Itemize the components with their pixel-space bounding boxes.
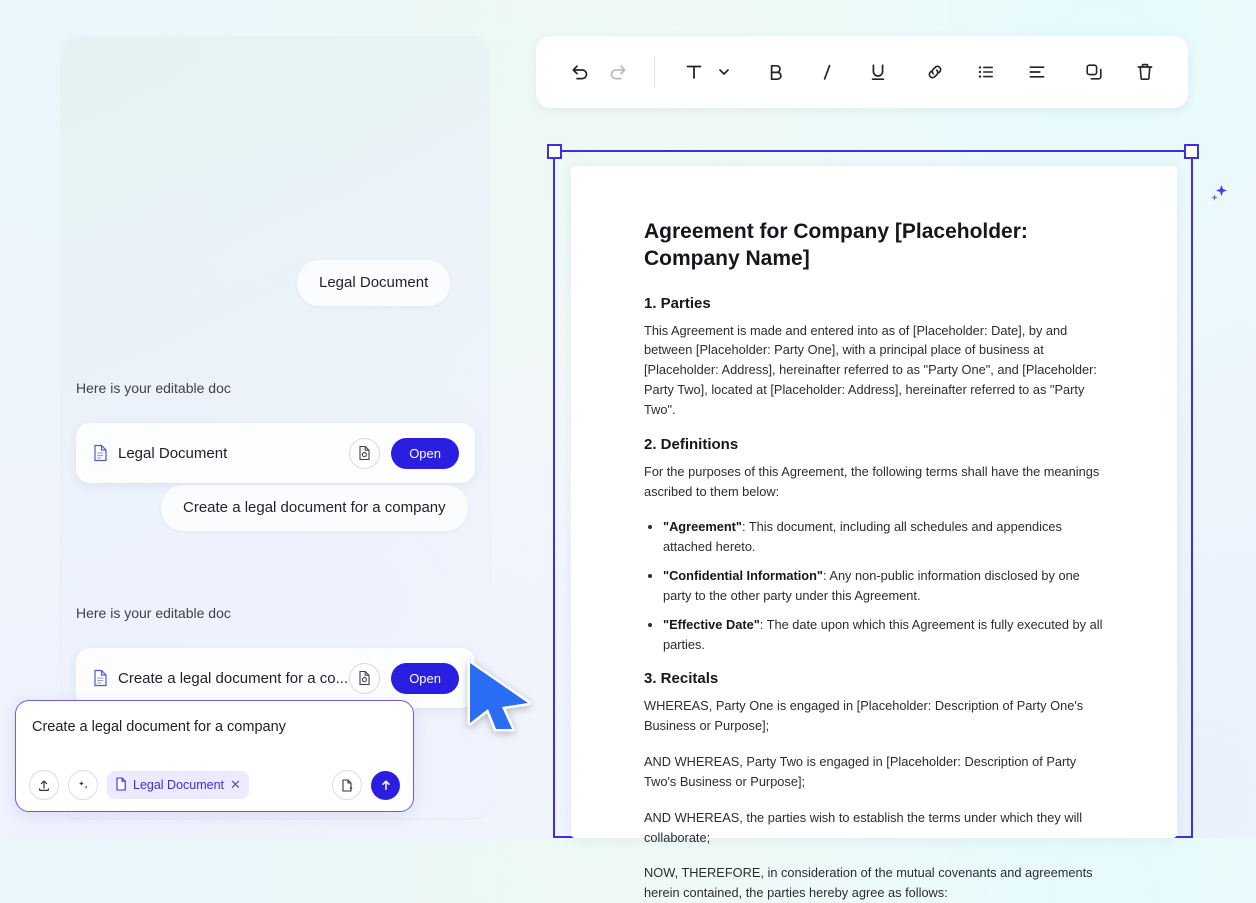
section-paragraph: WHEREAS, Party One is engaged in [Placeholder: Description of Party One's Business or Purpose];	[644, 698, 1084, 734]
list-item	[663, 566, 1105, 606]
definition-text: : Any non-public information disclosed by one party to the other party under this Agreement.	[663, 568, 1080, 603]
open-document-button[interactable]: Open	[391, 438, 459, 469]
chat-assistant-message: Here is your editable doc	[76, 605, 231, 621]
document-icon	[115, 777, 127, 794]
document-icon	[92, 669, 108, 687]
section-heading: 2. Definitions	[644, 435, 739, 453]
list-item	[663, 517, 1105, 557]
document-card[interactable]	[76, 423, 475, 483]
definition-term: "Agreement"	[663, 519, 742, 535]
section-paragraph: This Agreement is made and entered into as of [Placeholder: Date], by and between [Placeholder: Party One], with a principal place of business at [Placeholder: Address], hereinafter referred to as "Party One", and [Placeholder: Party Two], located at [Placeholder: Address], hereinafter referred to as "Party Two".	[644, 322, 1097, 417]
document-title: Agreement for Company [Placeholder: Company Name]	[644, 220, 1028, 271]
text-style-button[interactable]	[673, 53, 737, 91]
resize-handle-top-left[interactable]	[547, 144, 562, 159]
document-section	[644, 295, 1105, 420]
definition-text: : The date upon which this Agreement is fully executed by all parties.	[663, 616, 1103, 652]
link-button[interactable]	[918, 53, 952, 91]
copy-button[interactable]	[1077, 53, 1111, 91]
editor-toolbar	[536, 36, 1188, 108]
align-button[interactable]	[1020, 53, 1054, 91]
toolbar-divider	[654, 56, 655, 88]
document-icon	[92, 444, 108, 462]
text-format-icon	[675, 53, 713, 91]
chat-input[interactable]	[30, 718, 399, 736]
document-content[interactable]	[571, 166, 1177, 903]
list-item	[663, 615, 1105, 655]
definition-term: "Effective Date"	[663, 616, 760, 632]
chat-composer[interactable]	[15, 700, 414, 812]
chat-user-message: Legal Document	[297, 260, 450, 306]
section-paragraph: AND WHEREAS, Party Two is engaged in [Placeholder: Description of Party Two's Business or Purpose];	[644, 754, 1077, 789]
chevron-down-icon[interactable]	[713, 53, 735, 91]
delete-button[interactable]	[1128, 53, 1162, 91]
open-document-button[interactable]: Open	[391, 663, 459, 694]
chat-assistant-message: Here is your editable doc	[76, 380, 231, 396]
document-card-title: Create a legal document for a co...	[118, 669, 349, 687]
chip-label: Legal Document	[133, 778, 225, 792]
document-preview-icon[interactable]	[349, 663, 380, 694]
undo-button[interactable]	[562, 53, 596, 91]
section-heading: 1. Parties	[644, 294, 711, 312]
bold-button[interactable]	[759, 53, 793, 91]
canvas-toggle-icon[interactable]	[332, 770, 362, 800]
definition-term: "Confidential Information"	[663, 568, 823, 584]
document-section	[644, 670, 1105, 903]
resize-handle-top-right[interactable]	[1184, 144, 1199, 159]
document-preview-icon[interactable]	[349, 438, 380, 469]
upload-icon[interactable]	[29, 770, 59, 800]
ai-sparkle-icon[interactable]	[1205, 180, 1235, 210]
section-heading: 3. Recitals	[644, 670, 719, 688]
section-paragraph: For the purposes of this Agreement, the following terms shall have the meanings ascribed to them below:	[644, 463, 1100, 499]
composer-toolbar	[29, 770, 400, 800]
document-card[interactable]	[76, 648, 475, 708]
italic-button[interactable]	[810, 53, 844, 91]
bullet-list-button[interactable]	[969, 53, 1003, 91]
attached-document-chip[interactable]	[107, 771, 249, 799]
redo-button[interactable]	[602, 53, 636, 91]
definition-text: : This document, including all schedules and appendices attached hereto.	[663, 519, 1062, 555]
send-arrow-icon[interactable]	[371, 771, 400, 800]
document-card-title: Legal Document	[118, 444, 228, 462]
magic-wand-icon[interactable]	[68, 770, 98, 800]
document-section	[644, 436, 1105, 655]
section-paragraph: AND WHEREAS, the parties wish to establish the terms under which they will collaborate;	[644, 809, 1083, 845]
underline-button[interactable]	[861, 53, 895, 91]
section-paragraph: NOW, THEREFORE, in consideration of the mutual covenants and agreements herein contained, the parties hereby agree as follows:	[644, 865, 1093, 901]
definitions-list	[644, 517, 1105, 654]
document-canvas[interactable]	[571, 166, 1177, 901]
chat-user-message: Create a legal document for a company	[161, 485, 468, 531]
close-icon[interactable]: ✕	[230, 777, 241, 792]
